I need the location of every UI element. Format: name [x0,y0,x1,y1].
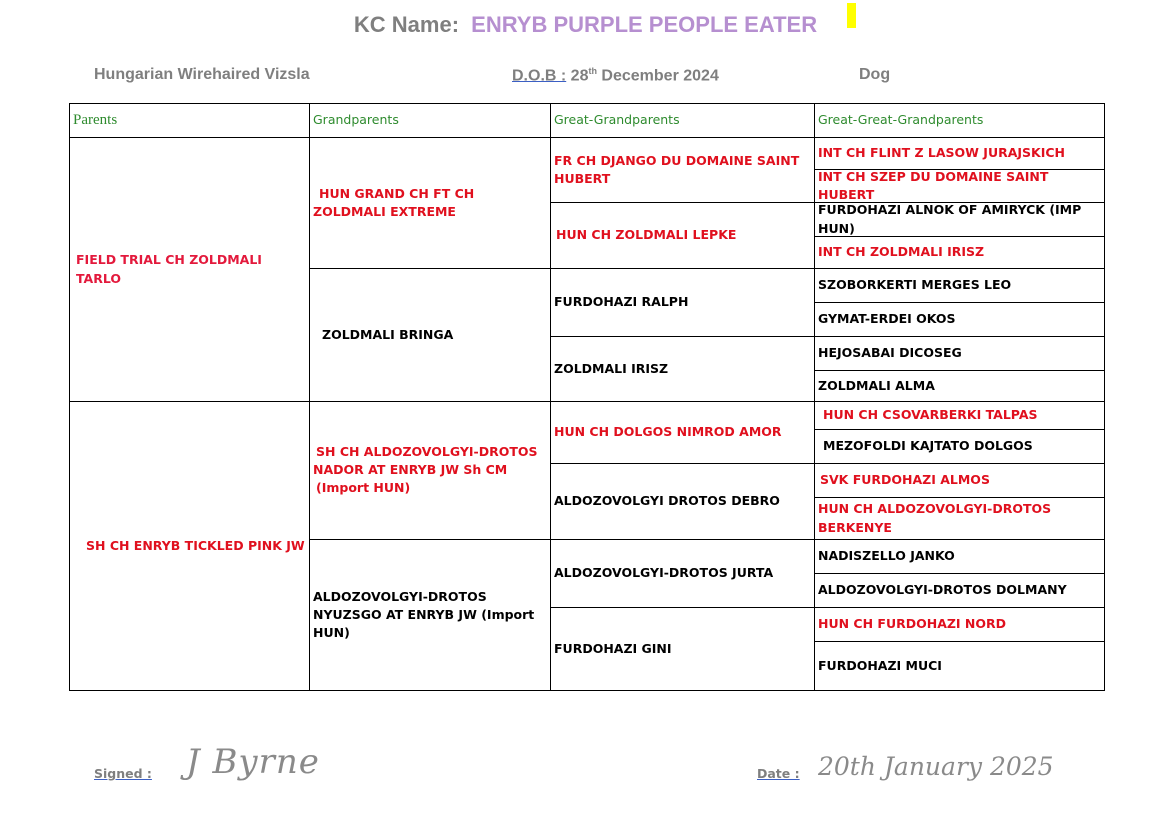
gg-grandparent-8: ZOLDMALI ALMA [814,370,1105,402]
col-header-great-great-grandparents: Great-Great-Grandparents [814,103,1105,138]
col-header-great-grandparents: Great-Grandparents [550,103,815,138]
grandparent-4: ALDOZOVOLGYI-DROTOS NYUZSGO AT ENRYB JW (Import HUN) [309,539,551,691]
grandparent-2: ZOLDMALI BRINGA [309,268,551,402]
sex: Dog [859,66,891,83]
kc-name-value: ENRYB PURPLE PEOPLE EATER [471,12,818,37]
grandparent-3-name: SH CH ALDOZOVOLGYI-DROTOS NADOR AT ENRYB JW Sh CM [313,444,538,478]
col-header-grandparents: Grandparents [309,103,551,138]
date-of-birth [512,66,719,85]
gg-grandparent-3: FURDOHAZI ALNOK OF AMIRYCK (IMP HUN) [814,202,1105,237]
kc-name-label: KC Name: [353,12,460,37]
great-grandparent-6: ALDOZOVOLGYI DROTOS DEBRO [550,463,815,540]
great-grandparent-4: ZOLDMALI IRISZ [550,336,815,402]
signed-date: 20th January 2025 [818,752,1054,781]
gg-grandparent-5: SZOBORKERTI MERGES LEO [814,268,1105,303]
gg-grandparent-7: HEJOSABAI DICOSEG [814,336,1105,371]
gg-grandparent-12: HUN CH ALDOZOVOLGYI-DROTOS BERKENYE [814,497,1105,540]
signed-label: Signed : [94,766,152,781]
kc-name-heading [0,12,1171,38]
grandparent-1 [309,137,551,269]
highlight-mark [847,3,856,28]
dob-suffix: th [588,66,597,76]
dob-label: D.O.B : [512,67,567,85]
gg-grandparent-1: INT CH FLINT Z LASOW JURAJSKICH [814,137,1105,170]
dob-day: 28 [570,67,589,85]
gg-grandparent-10: MEZOFOLDI KAJTATO DOLGOS [814,429,1105,464]
great-grandparent-8: FURDOHAZI GINI [550,607,815,691]
pedigree-table [70,104,1106,692]
great-grandparent-1: FR CH DJANGO DU DOMAINE SAINT HUBERT [550,137,815,203]
gg-grandparent-14: ALDOZOVOLGYI-DROTOS DOLMANY [814,573,1105,608]
gg-grandparent-9: HUN CH CSOVARBERKI TALPAS [814,401,1105,430]
gg-grandparent-16: FURDOHAZI MUCI [814,641,1105,691]
gg-grandparent-13: NADISZELLO JANKO [814,539,1105,574]
date-label: Date : [757,766,800,781]
grandparent-3-import: (Import HUN) [316,480,411,496]
gg-grandparent-11: SVK FURDOHAZI ALMOS [814,463,1105,498]
grandparent-1-name: HUN GRAND CH FT CH ZOLDMALI EXTREME [313,185,475,219]
great-grandparent-2: HUN CH ZOLDMALI LEPKE [550,202,815,269]
dob-month-year: December 2024 [601,67,719,85]
signature: J Byrne [186,742,320,782]
great-grandparent-5: HUN CH DOLGOS NIMROD AMOR [550,401,815,464]
great-grandparent-3: FURDOHAZI RALPH [550,268,815,337]
sire: FIELD TRIAL CH ZOLDMALI TARLO [69,137,310,402]
great-grandparent-7: ALDOZOVOLGYI-DROTOS JURTA [550,539,815,608]
col-header-parents: Parents [69,103,310,138]
gg-grandparent-15: HUN CH FURDOHAZI NORD [814,607,1105,642]
gg-grandparent-4: INT CH ZOLDMALI IRISZ [814,236,1105,269]
gg-grandparent-2: INT CH SZEP DU DOMAINE SAINT HUBERT [814,169,1105,203]
grandparent-3 [309,401,551,540]
gg-grandparent-6: GYMAT-ERDEI OKOS [814,302,1105,337]
dam: SH CH ENRYB TICKLED PINK JW [69,401,310,691]
breed: Hungarian Wirehaired Vizsla [94,66,310,83]
